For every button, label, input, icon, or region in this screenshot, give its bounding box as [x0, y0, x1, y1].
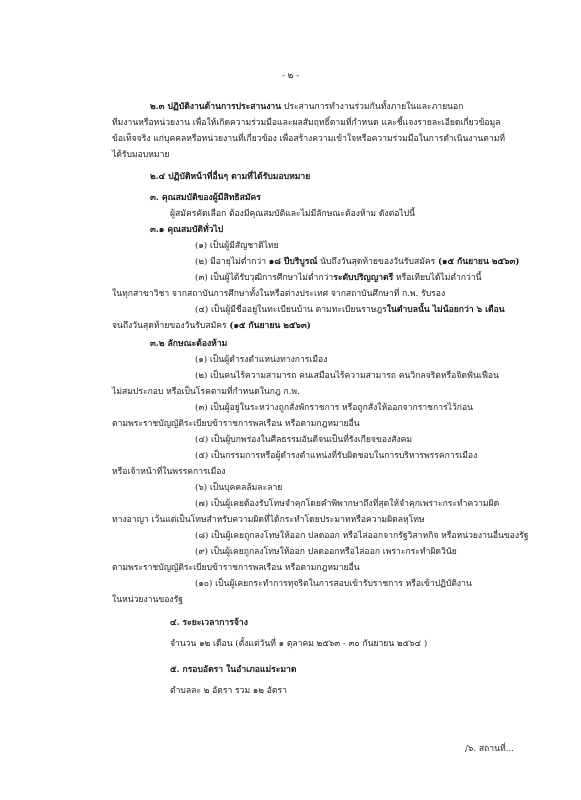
section-5-heading: ๕. กรอบอัตรา ในอำเภอแม่ระมาด — [170, 665, 297, 675]
qualification-1: (๑) เป็นผู้มีสัญชาติไทย — [195, 241, 279, 251]
section-4-heading: ๔. ระยะเวลาการจ้าง — [170, 618, 248, 628]
section-5-body: ตำบลละ ๒ อัตรา รวม ๑๒ อัตรา — [170, 686, 287, 696]
prohibition-3: (๓) เป็นผู้อยู่ในระหว่างถูกสั่งพักราชการ หรือถูกสั่งให้ออกจากราชการไว้ก่อน — [195, 403, 474, 413]
prohibition-10-line-2: ในหน่วยงานของรัฐ — [112, 595, 183, 605]
prohibition-7-line-2: ทางอาญา เว้นแต่เป็นโทษสำหรับความผิดที่ได้กระทำโดยประมาทหรือความผิดลหุโทษ — [112, 515, 425, 525]
qualification-2-text-c: นับถึงวันสุดท้ายของวันรับสมัคร — [317, 257, 438, 267]
prohibition-6: (๖) เป็นบุคคลล้มละลาย — [195, 483, 283, 493]
section-4-body: จำนวน ๑๒ เดือน (ตั้งแต่วันที่ ๑ ตุลาคม ๒๕๖๓ - ๓๐ กันยายน ๒๕๖๔ ) — [170, 639, 428, 649]
section-2-3-heading: ๒.๓ ปฏิบัติงานด้านการประสานงาน — [150, 102, 282, 112]
qualification-3 — [195, 272, 482, 285]
page-number: - ๒ - — [282, 71, 299, 81]
prohibition-9: (๙) เป็นผู้เคยถูกลงโทษให้ออก ปลดออกหรือไล่ออก เพราะกระทำผิดวินัย — [195, 547, 457, 557]
qualification-2-age: ๑๘ ปีบริบูรณ์ — [268, 257, 318, 267]
qualification-2-date: (๑๕ กันยายน ๒๕๖๓) — [437, 257, 520, 267]
section-2-3-line-1 — [150, 101, 463, 114]
prohibition-4: (๔) เป็นผู้บกพร่องในศีลธรรมอันดีจนเป็นที่รังเกียจของสังคม — [195, 435, 413, 445]
prohibition-5-line-2: หรือเจ้าหน้าที่ในพรรคการเมือง — [112, 467, 226, 477]
qualification-4 — [195, 304, 505, 317]
prohibition-5: (๕) เป็นกรรมการหรือผู้ดำรงตำแหน่งที่รับผิดชอบในการบริหารพรรคการเมือง — [195, 451, 478, 461]
qualification-4-text-a: (๔) เป็นผู้มีชื่ออยู่ในทะเบียนบ้าน ตามทะเบียนราษฎร — [195, 305, 387, 315]
section-2-3-line-2: ทีมงานหรือหน่วยงาน เพื่อให้เกิดความร่วมมือและผลสัมฤทธิ์ตามที่กำหนด และชี้แจงรายละเอียดเกี่ยวข้อมูล — [112, 118, 501, 128]
section-2-4-heading: ๒.๔ ปฏิบัติหน้าที่อื่นๆ ตามที่ได้รับมอบหมาย — [150, 172, 311, 182]
prohibition-2-line-2: ไม่สมประกอบ หรือเป็นโรคตามที่กำหนดในกฎ ก.พ. — [112, 387, 300, 397]
prohibition-8: (๘) เป็นผู้เคยถูกลงโทษให้ออก ปลดออก หรือไล่ออกจากรัฐวิสาหกิจ หรือหน่วยงานอื่นของรัฐ — [195, 531, 529, 541]
qualification-4-text-l2: จนถึงวันสุดท้ายของวันรับสมัคร — [112, 321, 230, 331]
qualification-3-line-2: ในทุกสาขาวิชา จากสถาบันการศึกษาทั้งในหรือต่างประเทศ จากสถาบันศึกษาที่ ก.พ. รับรอง — [112, 289, 446, 299]
qualification-4-residency: ในตำบลนั้น ไม่น้อยกว่า ๖ เดือน — [386, 305, 505, 315]
prohibition-1: (๑) เป็นผู้ดำรงตำแหน่งทางการเมือง — [195, 355, 328, 365]
qualification-4-date: (๑๕ กันยายน ๒๕๖๓) — [229, 321, 311, 331]
section-3-intro: ผู้สมัครคัดเลือก ต้องมีคุณสมบัติและไม่มีลักษณะต้องห้าม ดังต่อไปนี้ — [170, 209, 416, 219]
prohibition-3-line-2: ตามพระราชบัญญัติระเบียบข้าราชการพลเรือน หรือตามกฎหมายอื่น — [112, 419, 360, 429]
qualification-4-line-2 — [112, 320, 311, 333]
section-3-2-heading: ๓.๒ ลักษณะต้องห้าม — [150, 339, 228, 349]
qualification-3-text-a: (๓) เป็นผู้ได้รับวุฒิการศึกษาไม่ต่ำกว่า — [195, 273, 334, 283]
qualification-3-degree: ระดับปริญญาตรี — [333, 273, 394, 283]
section-2-3-line-4: ได้รับมอบหมาย — [112, 150, 170, 160]
qualification-2-text-a: (๒) มีอายุไม่ต่ำกว่า — [195, 257, 269, 267]
prohibition-9-line-2: ตามพระราชบัญญัติระเบียบข้าราชการพลเรือน หรือตามกฎหมายอื่น — [112, 563, 360, 573]
qualification-3-text-c: หรือเทียบได้ไม่ต่ำกว่านี้ — [393, 273, 482, 283]
prohibition-10: (๑๐) เป็นผู้เคยกระทำการทุจริตในการสอบเข้ารับราชการ หรือเข้าปฏิบัติงาน — [195, 579, 472, 589]
section-2-3-text: ประสานการทำงานร่วมกันทั้งภายในและภายนอก — [281, 102, 464, 112]
section-2-3-line-3: ข้อเท็จจริง แก่บุคคลหรือหน่วยงานที่เกี่ยวข้อง เพื่อสร้างความเข้าใจหรือความร่วมมือในการดำเนินงานตามที่ — [112, 134, 506, 144]
prohibition-7: (๗) เป็นผู้เคยต้องรับโทษจำคุกโดยคำพิพากษาถึงที่สุดให้จำคุกเพราะกระทำความผิด — [195, 499, 500, 509]
qualification-2 — [195, 256, 519, 269]
section-3-1-heading: ๓.๑ คุณสมบัติทั่วไป — [150, 225, 224, 235]
prohibition-2: (๒) เป็นคนไร้ความสามารถ คนเสมือนไร้ความสามารถ คนวิกลจริตหรือจิตฟั่นเฟือน — [195, 371, 499, 381]
continuation-note: /๖. สถานที่... — [465, 744, 514, 754]
section-3-heading: ๓. คุณสมบัติของผู้มีสิทธิสมัคร — [150, 193, 261, 203]
